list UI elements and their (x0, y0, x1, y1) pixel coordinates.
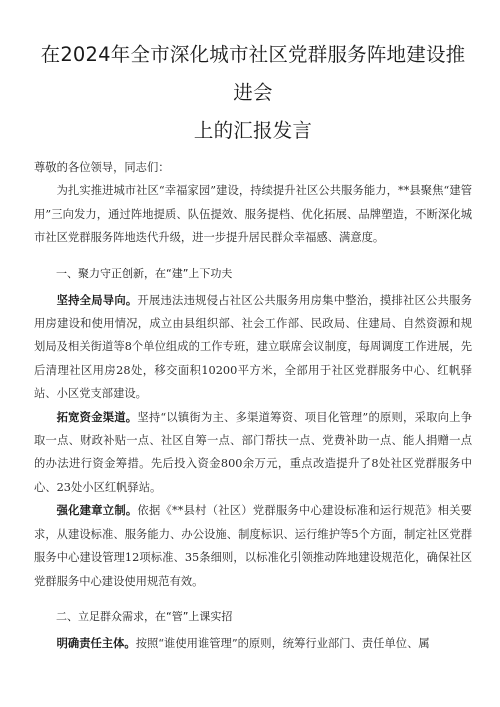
document-title-line-2: 上的汇报发言 (193, 119, 313, 142)
section-2-heading: 二、立足群众需求，在“管”上课实招 (56, 609, 233, 623)
section-2-paragraph-1 (34, 632, 472, 655)
document-title (34, 36, 472, 150)
spacer (34, 250, 472, 256)
spacer (34, 593, 472, 599)
document-title-line-1: 在2024年全市深化城市社区党群服务阵地建设推进会 (40, 43, 466, 104)
paragraph-lead: 坚持全局导向。 (56, 293, 138, 307)
intro-paragraph: 为扎实推进城市社区“幸福家园”建设，持续提升社区公共服务能力，**县聚焦“建管用”三向发力，通过阵地提质、队伍提效、服务提档、优化拓展、品牌塑造，不断深化城市社区党群服务阵地迭代升级，进一步提升居民群众幸福感、满意度。 (34, 184, 472, 245)
salutation: 尊敬的各位领导，同志们： (34, 161, 170, 174)
paragraph-lead: 拓宽资金渠道。 (56, 410, 138, 424)
paragraph-text: 坚持“以镇街为主、多渠道筹资、项目化管理”的原则，采取向上争取一点、财政补贴一点、社区自筹一点、部门帮扶一点、党费补助一点、能人捐赠一点的办法进行资金筹措。先后投入资金800余万元，重点改造提升了8处社区党群服务中心、23处小区红帆驿站。 (34, 410, 472, 494)
paragraph-text: 开展违法违规侵占社区公共服务用房集中整治，摸排社区公共服务用房建设和使用情况，成立由县组织部、社会工作部、民政局、住建局、自然资源和规划局及相关街道等8个单位组成的工作专班，建立联席会议制度，每周调度工作进展，先后清理社区用房28处，移交面积10200平方米，全部用于社区党群服务中心、红帆驿站、小区党支部建设。 (34, 293, 472, 401)
section-1-heading: 一、聚力守正创新，在“建”上下功夫 (56, 266, 233, 280)
section-1-paragraph-2 (34, 406, 472, 500)
paragraph-lead: 强化建章立制。 (56, 504, 138, 518)
section-1-paragraph-3 (34, 499, 472, 593)
paragraph-text: 按照“谁使用谁管理”的原则，统筹行业部门、责任单位、属 (135, 636, 430, 650)
section-1-paragraph-1 (34, 289, 472, 406)
paragraph-text: 依据《**县村（社区）党群服务中心建设标准和运行规范》相关要求，从建设标准、服务能力、办公设施、制度标识、运行维护等5个方面，制定社区党群服务中心建设管理12项标准、35条细则，以标准化引领推动阵地建设规范化，确保社区党群服务中心建设使用规范有效。 (34, 504, 472, 588)
paragraph-lead: 明确责任主体。 (56, 636, 136, 650)
